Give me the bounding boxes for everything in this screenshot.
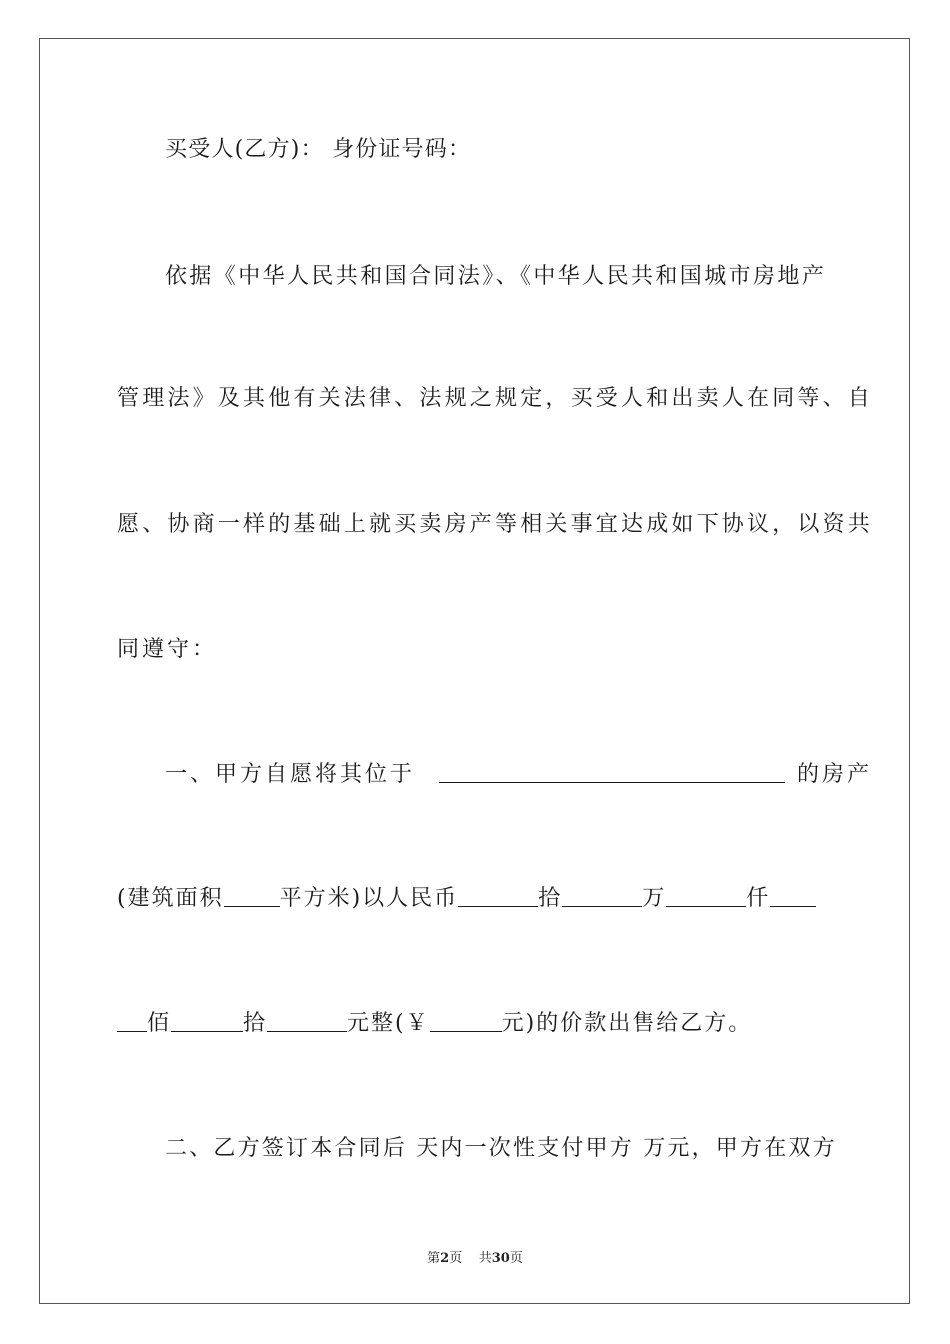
- unit-wan: 万: [642, 886, 667, 911]
- page-border: [39, 38, 910, 1304]
- location-blank: [439, 760, 785, 783]
- unit-yuan: 元整(￥: [347, 1011, 430, 1036]
- price-blank-8: [430, 1009, 502, 1032]
- page-footer: [0, 1247, 950, 1266]
- price-blank-1: [458, 884, 538, 907]
- price-blank-6: [171, 1009, 243, 1032]
- clause1-a-prefix: 一、甲方自愿将其位于: [165, 762, 416, 787]
- unit-qian: 仟: [746, 886, 771, 911]
- clause1-line-b: [117, 884, 833, 914]
- clause2-line-a: 二、乙方签订本合同后 天内一次性支付甲方 万元，甲方在双方: [165, 1136, 837, 1161]
- basis-line-2: 管理法》及其他有关法律、法规之规定，买受人和出卖人在同等、自: [117, 386, 874, 411]
- basis-line-4: 同遵守：: [117, 637, 218, 662]
- price-blank-2: [562, 884, 642, 907]
- buyer-line: 买受人(乙方)： 身份证号码：: [165, 137, 472, 162]
- area-label: (建筑面积: [117, 886, 224, 911]
- footer-page-number: 2: [440, 1251, 450, 1266]
- footer-mid: 页 共: [449, 1251, 492, 1266]
- unit-shi-2: 拾: [243, 1011, 268, 1036]
- basis-line-1: [165, 262, 833, 292]
- basis-line-1-text: 依据《中华人民共和国合同法》、《中华人民共和国城市房地产: [165, 264, 827, 289]
- price-blank-5: [117, 1009, 147, 1032]
- price-blank-7: [267, 1009, 347, 1032]
- clause1-line-c: [117, 1009, 833, 1039]
- unit-shi-1: 拾: [538, 886, 563, 911]
- footer-total-pages: 30: [491, 1251, 510, 1266]
- price-label: 平方米)以人民币: [279, 886, 459, 911]
- clause1-c-end: 元)的价款出售给乙方。: [501, 1011, 753, 1036]
- price-blank-4: [770, 884, 816, 907]
- area-blank: [224, 884, 280, 907]
- clause1-a-suffix: 的房产: [797, 762, 873, 787]
- unit-bai: 佰: [147, 1011, 172, 1036]
- price-blank-3: [666, 884, 746, 907]
- footer-prefix: 第: [427, 1251, 441, 1266]
- footer-suffix: 页: [509, 1251, 523, 1266]
- clause1-line-a: [165, 760, 873, 790]
- basis-line-3: 愿、协商一样的基础上就买卖房产等相关事宜达成如下协议，以资共: [117, 512, 874, 537]
